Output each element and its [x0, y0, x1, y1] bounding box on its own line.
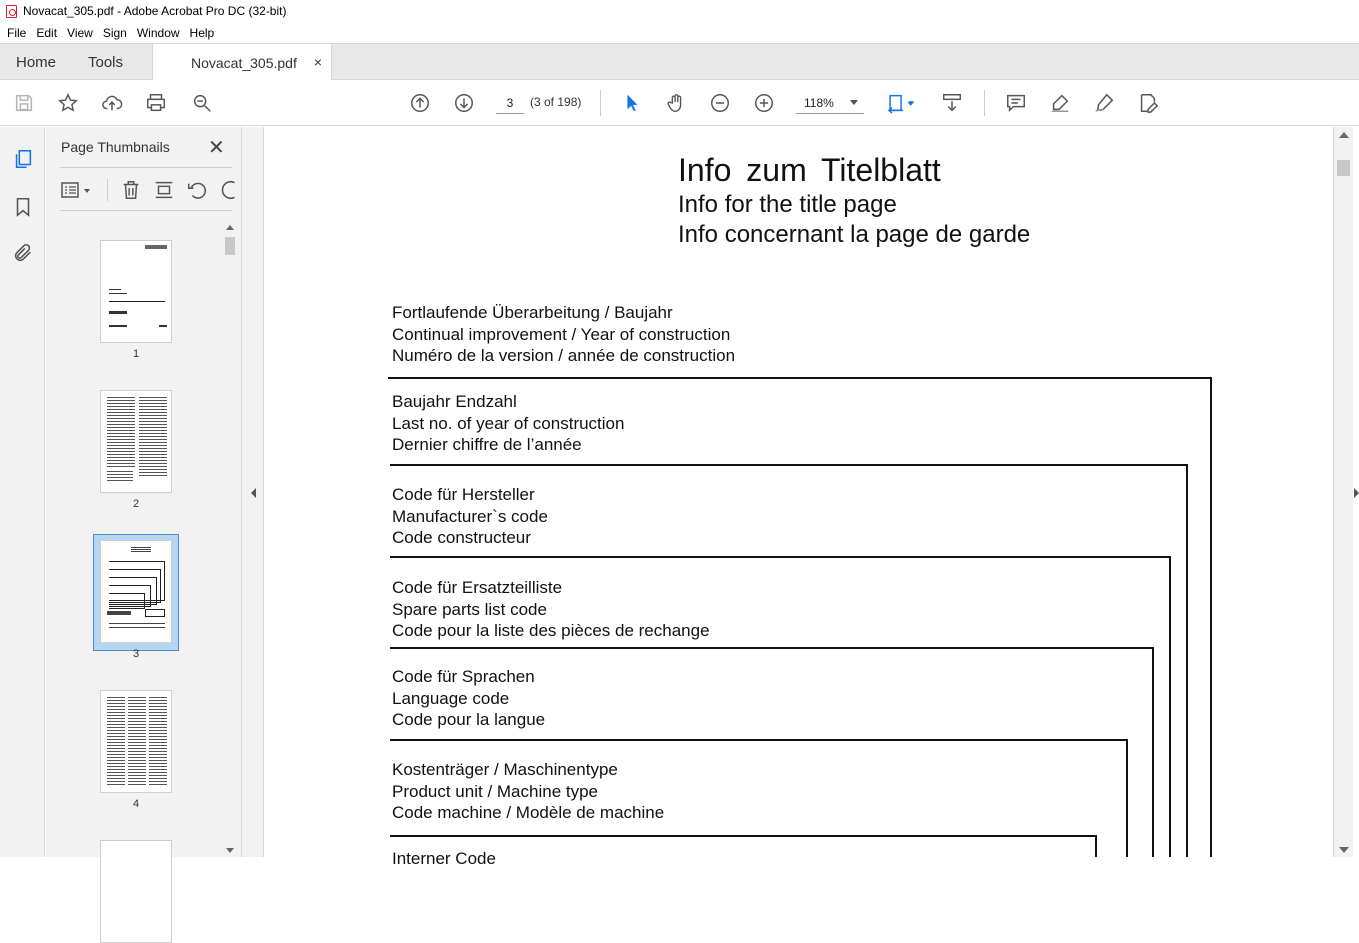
scroll-up-icon[interactable] [226, 225, 234, 230]
doc-line: Fortlaufende Überarbeitung / Baujahr [392, 303, 673, 322]
panel-title: Page Thumbnails [61, 139, 170, 155]
menu-sign[interactable]: Sign [102, 25, 127, 40]
toolbar [0, 80, 1359, 126]
extract-pages-icon[interactable] [153, 179, 175, 201]
window-title: Novacat_305.pdf - Adobe Acrobat Pro DC (32-bit) [23, 4, 287, 18]
save-icon[interactable] [12, 91, 36, 115]
highlight-pen-icon[interactable] [1048, 91, 1072, 115]
scroll-up-icon[interactable] [1339, 132, 1349, 138]
doc-line: Continual improvement / Year of construction [392, 324, 731, 344]
page-thumbnails-panel [46, 127, 242, 857]
tab-tools[interactable]: Tools [88, 53, 124, 71]
rotate-clockwise-icon[interactable] [218, 179, 232, 201]
zoom-level-select[interactable] [796, 92, 864, 114]
divider [60, 167, 232, 168]
bracket-line [390, 835, 1097, 837]
next-page-icon[interactable] [452, 91, 476, 115]
panel-splitter[interactable] [242, 127, 264, 857]
thumbnail-list [46, 223, 222, 857]
scroll-mode-icon[interactable] [940, 91, 964, 115]
toolbar-divider [984, 90, 985, 116]
thumbnail-label: 4 [132, 798, 140, 810]
doc-block-language [392, 666, 545, 731]
menu-window[interactable]: Window [136, 25, 180, 40]
expand-right-panel-icon[interactable] [1354, 488, 1359, 498]
fit-page-icon[interactable] [884, 91, 920, 115]
chevron-down-icon [850, 100, 858, 105]
menu-file[interactable]: File [7, 25, 27, 40]
doc-line: Dernier chiffre de l’année [392, 435, 582, 454]
doc-block-manufacturer [392, 484, 548, 549]
upload-cloud-icon[interactable] [100, 91, 124, 115]
divider [107, 179, 108, 201]
doc-block-internal-code [392, 848, 496, 870]
tab-bar [0, 43, 1359, 80]
page-thumbnail-3[interactable] [100, 540, 172, 643]
hand-tool-icon[interactable] [664, 91, 688, 115]
doc-line: Interner Code [392, 849, 496, 868]
doc-line: Baujahr Endzahl [392, 392, 517, 411]
rotate-counterclockwise-icon[interactable] [186, 179, 208, 201]
zoom-level-value: 118% [804, 96, 834, 110]
bracket-line [1126, 739, 1128, 857]
doc-block-machine-type [392, 759, 664, 824]
doc-line: Numéro de la version / année de construction [392, 346, 736, 365]
page-count: (3 of 198) [530, 95, 582, 109]
left-rail [0, 127, 45, 857]
bracket-line [390, 739, 1128, 741]
doc-line: Kostenträger / Maschinentype [392, 760, 618, 779]
select-cursor-icon[interactable] [620, 91, 644, 115]
bracket-line [1169, 556, 1171, 857]
title-bar [0, 0, 1359, 22]
doc-line: Code pour la liste des pièces de rechange [392, 621, 710, 640]
doc-line: Code constructeur [392, 528, 531, 547]
tab-home[interactable]: Home [16, 53, 57, 71]
collapse-panel-icon[interactable] [251, 488, 256, 498]
doc-block-revision [392, 302, 735, 367]
scroll-down-icon[interactable] [1339, 847, 1349, 853]
page-thumbnail-1[interactable] [100, 240, 172, 343]
doc-block-spare-parts [392, 577, 710, 642]
tab-document[interactable] [152, 44, 332, 81]
acrobat-pdf-icon [6, 5, 17, 18]
bracket-line [1152, 647, 1154, 857]
doc-title-fr: Info concernant la page de garde [678, 221, 1031, 248]
page-thumbnails-icon[interactable] [11, 147, 35, 171]
thumbnail-label: 3 [132, 648, 140, 660]
thumbnail-scrollbar[interactable] [223, 223, 237, 857]
thumbnail-label: 2 [132, 498, 140, 510]
document-scrollbar[interactable] [1333, 127, 1353, 857]
divider [60, 210, 232, 211]
doc-line: Code machine / Modèle de machine [392, 803, 665, 822]
zoom-out-icon[interactable] [708, 91, 732, 115]
bracket-line [390, 647, 1154, 649]
bracket-line [390, 556, 1171, 558]
menu-edit[interactable]: Edit [36, 25, 58, 40]
right-panel-toggle[interactable] [1353, 127, 1359, 857]
page-number-input[interactable]: 3 [496, 92, 524, 114]
bracket-line [1186, 464, 1188, 857]
bracket-line [388, 377, 1212, 379]
thumbnail-label: 1 [132, 348, 140, 360]
menu-view[interactable]: View [67, 25, 93, 40]
scroll-thumb[interactable] [225, 237, 235, 255]
doc-line: Code für Ersatzteilliste [392, 578, 563, 597]
comment-icon[interactable] [1004, 91, 1028, 115]
zoom-in-icon[interactable] [752, 91, 776, 115]
close-tab-icon[interactable]: × [313, 54, 322, 70]
bracket-line [1210, 377, 1212, 857]
doc-title-en: Info for the title page [678, 191, 897, 218]
menu-help[interactable]: Help [189, 25, 215, 40]
bracket-line [1095, 835, 1097, 857]
search-zoom-icon[interactable] [190, 91, 214, 115]
draw-pen-icon[interactable] [1092, 91, 1116, 115]
doc-line: Manufacturer`s code [392, 506, 548, 526]
bookmarks-icon[interactable] [11, 195, 35, 219]
bracket-line [390, 464, 1188, 466]
doc-line: Code für Hersteller [392, 485, 535, 504]
fill-sign-icon[interactable] [1136, 91, 1160, 115]
bookmark-star-icon[interactable] [56, 91, 80, 115]
scroll-down-icon[interactable] [226, 848, 234, 853]
document-view[interactable] [265, 127, 1333, 868]
doc-title-de: Info zum Titelblatt [678, 152, 941, 188]
print-icon[interactable] [144, 91, 168, 115]
doc-line: Code für Sprachen [392, 667, 535, 686]
page-thumbnail-5[interactable] [100, 840, 172, 943]
close-icon[interactable]: ✕ [208, 137, 225, 159]
doc-block-year [392, 391, 624, 456]
doc-line: Code pour la langue [392, 710, 546, 729]
page-thumbnail-4[interactable] [100, 690, 172, 793]
menu-bar [0, 22, 1359, 43]
thumbnail-options-menu[interactable] [60, 179, 92, 201]
doc-line: Last no. of year of construction [392, 413, 625, 433]
attachments-paperclip-icon[interactable] [11, 241, 35, 265]
delete-trash-icon[interactable] [120, 179, 142, 201]
doc-line: Language code [392, 688, 510, 708]
scroll-thumb[interactable] [1337, 160, 1350, 176]
tab-document-label: Novacat_305.pdf [191, 54, 297, 71]
page-thumbnail-2[interactable] [100, 390, 172, 493]
doc-line: Spare parts list code [392, 599, 547, 619]
previous-page-icon[interactable] [408, 91, 432, 115]
doc-line: Product unit / Machine type [392, 781, 599, 801]
toolbar-divider [600, 90, 601, 116]
